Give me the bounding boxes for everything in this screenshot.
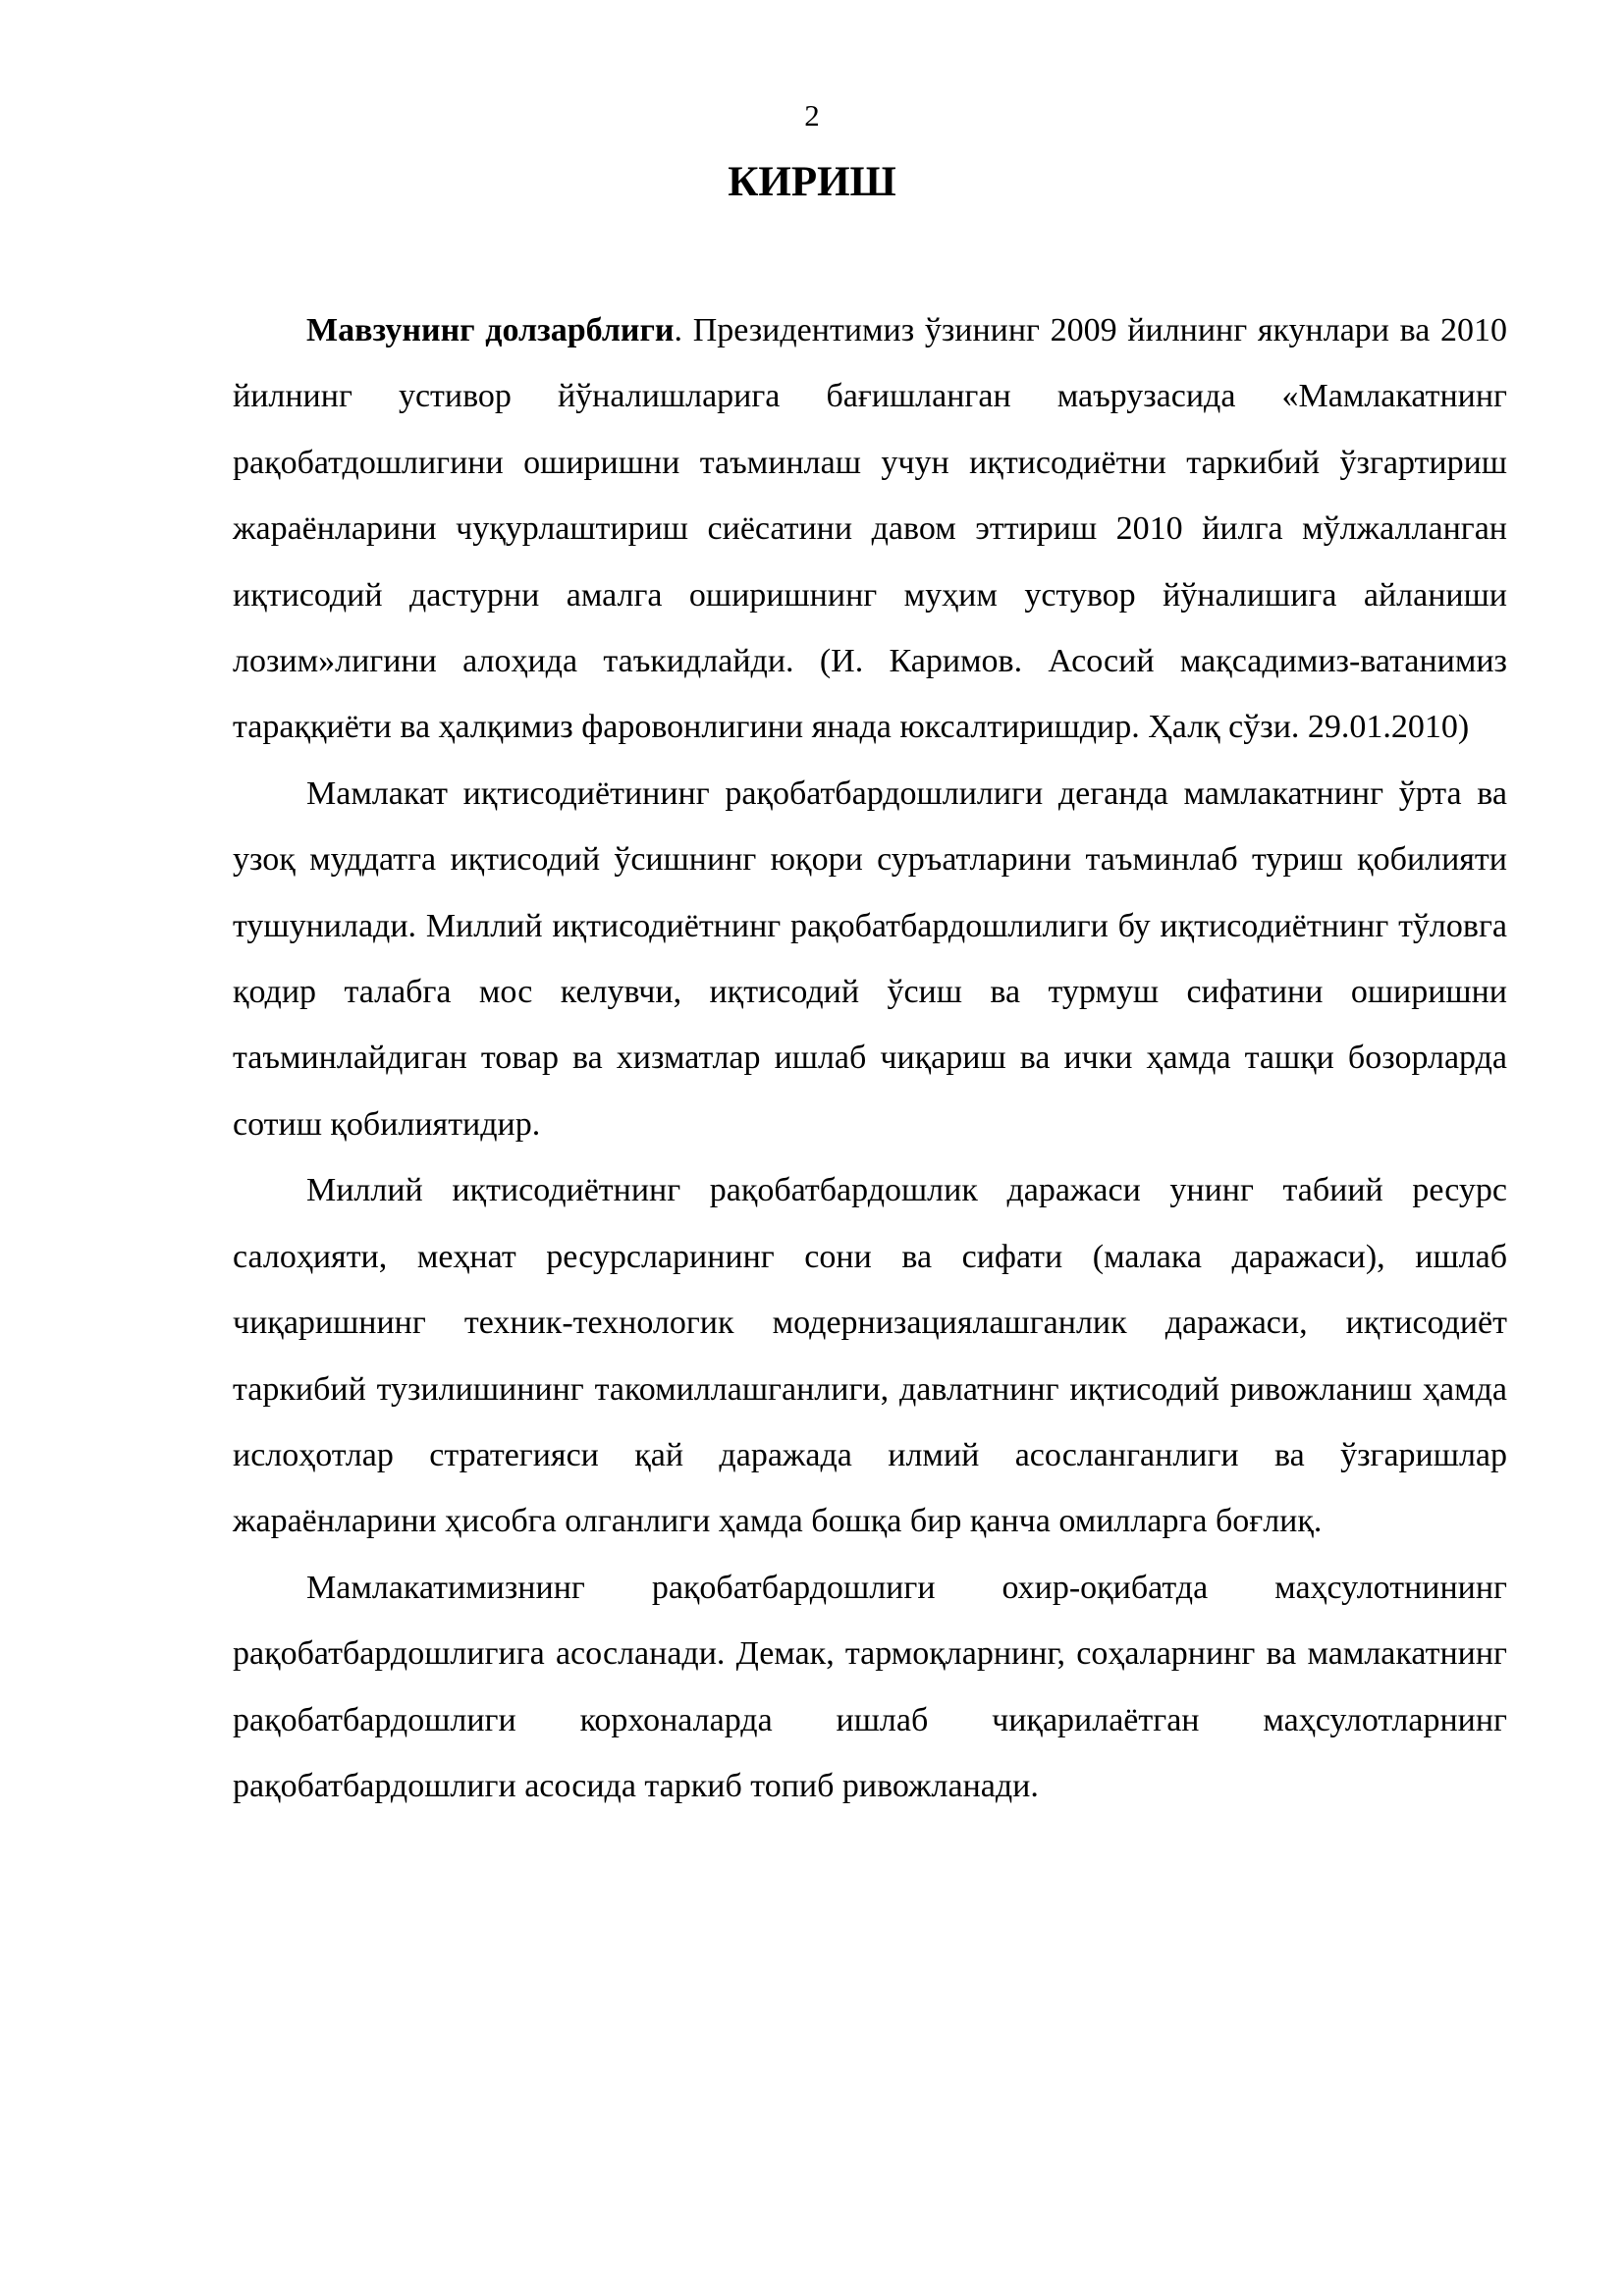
paragraph-relevance bbox=[233, 297, 1507, 761]
paragraph-definition: Мамлакат иқтисодиётининг рақобатбардошлилиги деганда мамлакатнинг ўрта ва узоқ муддатга иқтисодий ўсишнинг юқори суръатларини таъминлаб туриш қобилияти тушунилади. Миллий иқтисодиётнинг рақобатбардошлилиги бу иқтисодиётнинг тўловга қодир талабга мос келувчи, иқтисодий ўсиш ва турмуш сифатини оширишни таъминлайдиган товар ва хизматлар ишлаб чиқариш ва ички ҳамда ташқи бозорларда сотиш қобилиятидир. bbox=[233, 774, 1507, 1143]
paragraph-conclusion: Мамлакатимизнинг рақобатбардошлиги охир-оқибатда маҳсулотнининг рақобатбардошлигига асосланади. Демак, тармоқларнинг, соҳаларнинг ва мамлакатнинг рақобатбардошлиги корхоналарда ишлаб чиқарилаётган маҳсулотларнинг рақобатбардошлиги асосида таркиб топиб ривожланади. bbox=[233, 1569, 1507, 1804]
paragraph-factors: Миллий иқтисодиётнинг рақобатбардошлик даражаси унинг табиий ресурс салоҳияти, меҳнат ресурсларининг сони ва сифати (малака даражаси), ишлаб чиқаришнинг техник-технологик модернизациялашганлик даражаси, иқтисодиёт таркибий тузилишининг такомиллашганлиги, давлатнинг иқтисодий ривожланиш ҳамда ислоҳотлар стратегияси қай даражада илмий асосланганлиги ва ўзгаришлар жараёнларини ҳисобга олганлиги ҳамда бошқа бир қанча омилларга боғлиқ. bbox=[233, 1172, 1507, 1540]
page-title: КИРИШ bbox=[728, 159, 896, 205]
page-number: 2 bbox=[804, 98, 820, 133]
body-text bbox=[233, 297, 1507, 1819]
paragraph-text: . Президентимиз ўзининг 2009 йилнинг якунлари ва 2010 йилнинг устивор йўналишларига бағишланган маърузасида «Мамлакатнинг рақобатдошлигини оширишни таъминлаш учун иқтисодиётни таркибий ўзгартириш жараёнларини чуқурлаштириш сиёсатини давом эттириш 2010 йилга мўлжалланган иқтисодий дастурни амалга оширишнинг муҳим устувор йўналишига айланиши лозим»лигини алоҳида таъкидлайди. (И. Каримов. Асосий мақсадимиз-ватанимиз тараққиёти ва ҳалқимиз фаровонлигини янада юксалтиришдир. Ҳалқ сўзи. 29.01.2010) bbox=[233, 312, 1507, 746]
paragraph-lead-heading: Мавзунинг долзарблиги bbox=[306, 312, 675, 348]
